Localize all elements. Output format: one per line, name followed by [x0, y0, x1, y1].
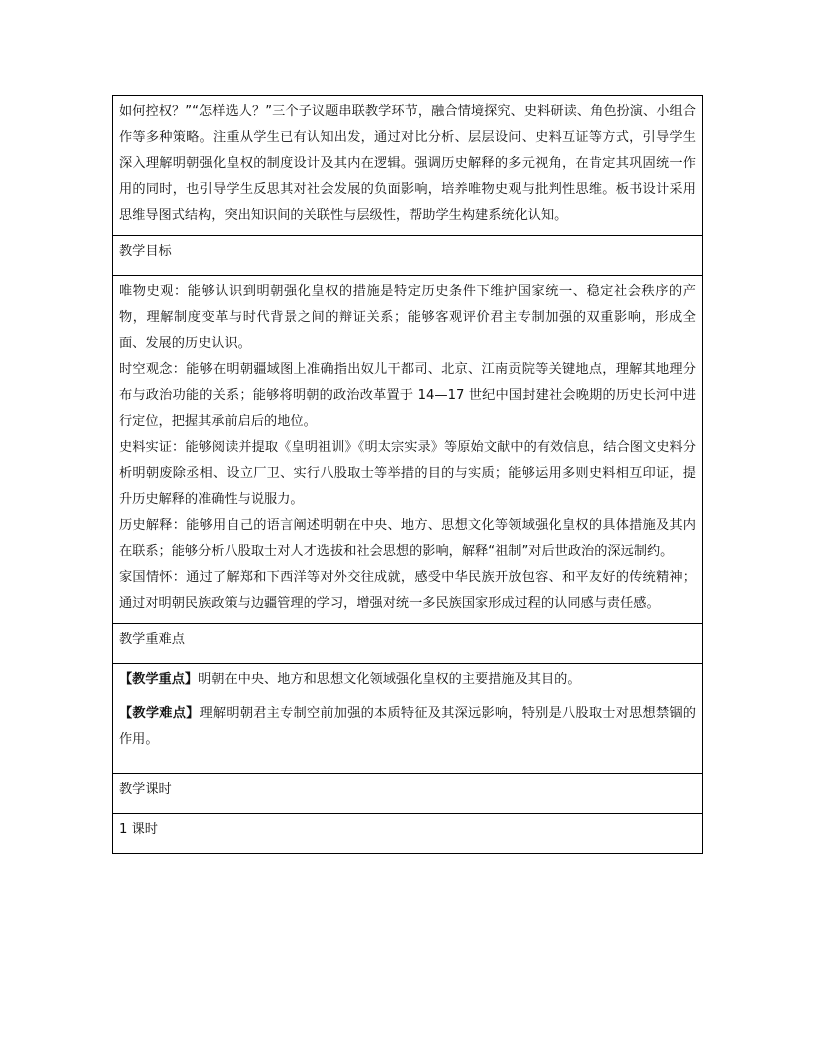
table-row	[113, 664, 703, 774]
table-row	[113, 276, 703, 624]
spacer	[119, 753, 696, 767]
difficulty-label: 【教学难点】	[119, 706, 200, 721]
objectives-cell	[113, 276, 703, 624]
design-intro-cell	[113, 96, 703, 236]
table-row	[113, 624, 703, 664]
hours-value: 1 课时	[113, 814, 703, 854]
lesson-plan-table	[112, 95, 703, 854]
key-points-cell	[113, 664, 703, 774]
table-row	[113, 774, 703, 814]
focus-label: 【教学重点】	[119, 672, 199, 687]
objective-patriotism: 家国情怀：通过了解郑和下西洋等对外交往成就，感受中华民族开放包容、和平友好的传统精神；通过对明朝民族政策与边疆管理的学习，增强对统一多民族国家形成过程的认同感与责任感。	[119, 570, 696, 611]
objective-evidence: 史料实证：能够阅读并提取《皇明祖训》《明太宗实录》等原始文献中的有效信息，结合图文史料分析明朝废除丞相、设立厂卫、实行八股取士等举措的目的与实质；能够运用多则史料相互印证，提升历史解释的准确性与说服力。	[119, 440, 696, 507]
table-row	[113, 236, 703, 276]
table-row	[113, 814, 703, 854]
objective-interpretation: 历史解释：能够用自己的语言阐述明朝在中央、地方、思想文化等领域强化皇权的具体措施及其内在联系；能够分析八股取士对人才选拔和社会思想的影响，解释“祖制”对后世政治的深远制约。	[119, 518, 696, 559]
difficulty-text: 理解明朝君主专制空前加强的本质特征及其深远影响，特别是八股取士对思想禁锢的作用。	[119, 706, 696, 747]
objective-spacetime: 时空观念：能够在明朝疆域图上准确指出奴儿干都司、北京、江南贡院等关键地点，理解其地理分布与政治功能的关系；能够将明朝的政治改革置于 14—17 世纪中国封建社会晚期的历史长河中进行定位，把握其承前启后的地位。	[119, 362, 696, 429]
hours-heading: 教学课时	[113, 774, 703, 814]
table-row	[113, 96, 703, 236]
intro-paragraph: 如何控权？”“怎样选人？”三个子议题串联教学环节，融合情境探究、史料研读、角色扮演、小组合作等多种策略。注重从学生已有认知出发，通过对比分析、层层设问、史料互证等方式，引导学生深入理解明朝强化皇权的制度设计及其内在逻辑。强调历史解释的多元视角，在肯定其巩固统一作用的同时，也引导学生反思其对社会发展的负面影响，培养唯物史观与批判性思维。板书设计采用思维导图式结构，突出知识间的关联性与层级性，帮助学生构建系统化认知。	[119, 104, 696, 223]
difficulty-paragraph	[119, 701, 696, 753]
focus-paragraph	[119, 667, 696, 693]
objective-materialism: 唯物史观：能够认识到明朝强化皇权的措施是特定历史条件下维护国家统一、稳定社会秩序的产物，理解制度变革与时代背景之间的辩证关系；能够客观评价君主专制加强的双重影响，形成全面、发展的历史认识。	[119, 284, 696, 351]
focus-text: 明朝在中央、地方和思想文化领域强化皇权的主要措施及其目的。	[198, 672, 581, 687]
key-points-heading: 教学重难点	[113, 624, 703, 664]
objectives-heading: 教学目标	[113, 236, 703, 276]
